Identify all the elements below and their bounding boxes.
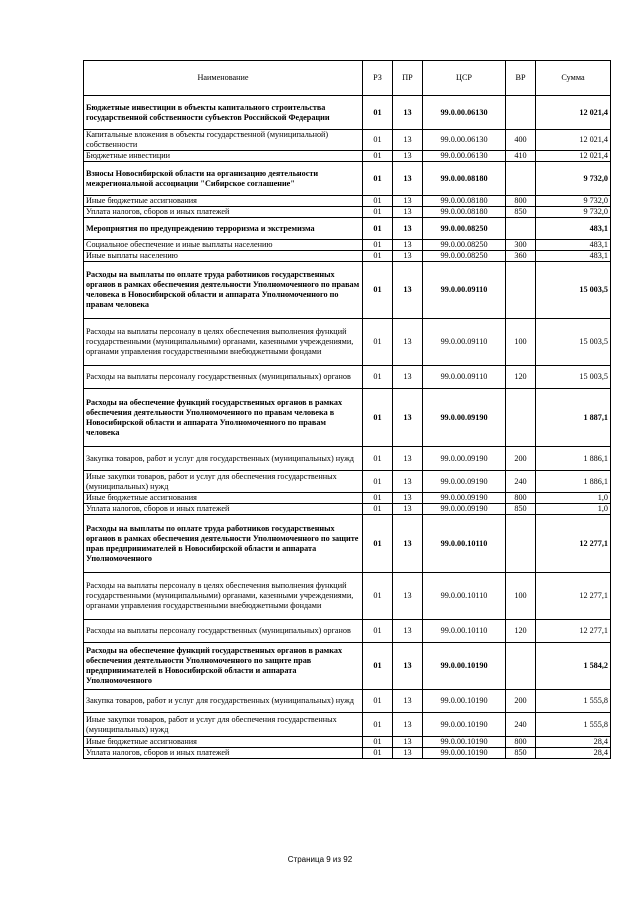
cell-vr: 850 [506, 207, 536, 218]
table-row [84, 690, 611, 713]
cell-pr: 13 [393, 447, 423, 471]
cell-name: Иные бюджетные ассигнования [84, 196, 363, 207]
cell-csr: 99.0.00.08250 [423, 251, 506, 262]
cell-sum: 1,0 [536, 504, 611, 515]
cell-rz: 01 [363, 690, 393, 713]
cell-vr: 410 [506, 151, 536, 162]
cell-sum: 9 732,0 [536, 162, 611, 196]
cell-csr: 99.0.00.10190 [423, 748, 506, 759]
cell-rz: 01 [363, 162, 393, 196]
table-row [84, 319, 611, 366]
cell-name: Расходы на обеспечение функций государственных органов в рамках обеспечения деятельности Уполномоченного по защите прав предпринимателей в Новосибирской области и аппарата Уполномоченного [84, 643, 363, 690]
column-header-sum: Сумма [536, 61, 611, 96]
cell-vr: 360 [506, 251, 536, 262]
cell-sum: 28,4 [536, 748, 611, 759]
cell-pr: 13 [393, 620, 423, 643]
table-row [84, 162, 611, 196]
cell-sum: 1 886,1 [536, 447, 611, 471]
table-row [84, 748, 611, 759]
cell-pr: 13 [393, 251, 423, 262]
cell-pr: 13 [393, 573, 423, 620]
cell-name: Расходы на выплаты по оплате труда работников государственных органов в рамках обеспечения деятельности Уполномоченного по правам человека в Новосибирской области и аппарата Уполномоченного по правам человека [84, 262, 363, 319]
cell-pr: 13 [393, 96, 423, 130]
cell-csr: 99.0.00.09110 [423, 319, 506, 366]
cell-sum: 15 003,5 [536, 319, 611, 366]
table-row [84, 130, 611, 151]
cell-pr: 13 [393, 643, 423, 690]
cell-vr [506, 643, 536, 690]
cell-sum: 483,1 [536, 251, 611, 262]
cell-rz: 01 [363, 319, 393, 366]
cell-rz: 01 [363, 447, 393, 471]
cell-name: Взносы Новосибирской области на организацию деятельности межрегиональной ассоциации "Сибирское соглашение" [84, 162, 363, 196]
cell-pr: 13 [393, 319, 423, 366]
cell-vr: 100 [506, 573, 536, 620]
table-row [84, 493, 611, 504]
cell-csr: 99.0.00.08250 [423, 218, 506, 240]
table-row [84, 573, 611, 620]
cell-name: Бюджетные инвестиции [84, 151, 363, 162]
cell-csr: 99.0.00.09110 [423, 262, 506, 319]
cell-name: Иные закупки товаров, работ и услуг для обеспечения государственных (муниципальных) нужд [84, 713, 363, 737]
cell-csr: 99.0.00.10190 [423, 690, 506, 713]
cell-rz: 01 [363, 96, 393, 130]
cell-sum: 12 277,1 [536, 620, 611, 643]
cell-pr: 13 [393, 493, 423, 504]
cell-rz: 01 [363, 151, 393, 162]
cell-name: Иные бюджетные ассигнования [84, 737, 363, 748]
cell-pr: 13 [393, 713, 423, 737]
cell-vr: 850 [506, 504, 536, 515]
cell-csr: 99.0.00.09190 [423, 389, 506, 447]
cell-name: Иные закупки товаров, работ и услуг для обеспечения государственных (муниципальных) нужд [84, 471, 363, 493]
cell-name: Мероприятия по предупреждению терроризма и экстремизма [84, 218, 363, 240]
cell-vr [506, 389, 536, 447]
cell-rz: 01 [363, 389, 393, 447]
table-row [84, 151, 611, 162]
cell-sum: 12 021,4 [536, 96, 611, 130]
cell-vr: 240 [506, 471, 536, 493]
cell-name: Расходы на обеспечение функций государственных органов в рамках обеспечения деятельности Уполномоченного по правам человека в Новосибирской области и аппарата Уполномоченного по правам человека [84, 389, 363, 447]
cell-rz: 01 [363, 366, 393, 389]
cell-sum: 28,4 [536, 737, 611, 748]
cell-name: Уплата налогов, сборов и иных платежей [84, 504, 363, 515]
table-row [84, 251, 611, 262]
cell-csr: 99.0.00.10110 [423, 620, 506, 643]
cell-rz: 01 [363, 573, 393, 620]
cell-name: Бюджетные инвестиции в объекты капитального строительства государственной собственности субъектов Российской Федерации [84, 96, 363, 130]
column-header-vr: ВР [506, 61, 536, 96]
cell-pr: 13 [393, 389, 423, 447]
cell-vr: 800 [506, 737, 536, 748]
cell-pr: 13 [393, 737, 423, 748]
cell-sum: 483,1 [536, 240, 611, 251]
page-number: Страница 9 из 92 [287, 855, 353, 864]
cell-csr: 99.0.00.09190 [423, 447, 506, 471]
cell-pr: 13 [393, 504, 423, 515]
cell-csr: 99.0.00.09110 [423, 366, 506, 389]
table-row [84, 620, 611, 643]
cell-name: Уплата налогов, сборов и иных платежей [84, 748, 363, 759]
table-row [84, 96, 611, 130]
cell-csr: 99.0.00.10190 [423, 737, 506, 748]
cell-rz: 01 [363, 643, 393, 690]
cell-name: Закупка товаров, работ и услуг для государственных (муниципальных) нужд [84, 447, 363, 471]
cell-csr: 99.0.00.10110 [423, 515, 506, 573]
cell-name: Уплата налогов, сборов и иных платежей [84, 207, 363, 218]
cell-csr: 99.0.00.09190 [423, 504, 506, 515]
cell-csr: 99.0.00.09190 [423, 471, 506, 493]
cell-name: Иные выплаты населению [84, 251, 363, 262]
cell-rz: 01 [363, 620, 393, 643]
table-row [84, 240, 611, 251]
table-row [84, 218, 611, 240]
cell-sum: 15 003,5 [536, 262, 611, 319]
cell-rz: 01 [363, 493, 393, 504]
cell-pr: 13 [393, 151, 423, 162]
cell-vr: 120 [506, 366, 536, 389]
cell-name: Расходы на выплаты персоналу в целях обеспечения выполнения функций государственными (муниципальными) органами, казенными учреждениями, органами управления государственными внебюджетными фондами [84, 319, 363, 366]
cell-sum: 9 732,0 [536, 207, 611, 218]
cell-sum: 15 003,5 [536, 366, 611, 389]
cell-sum: 12 021,4 [536, 151, 611, 162]
cell-vr: 200 [506, 690, 536, 713]
cell-csr: 99.0.00.06130 [423, 130, 506, 151]
budget-table [83, 60, 611, 759]
table-row [84, 389, 611, 447]
cell-pr: 13 [393, 196, 423, 207]
cell-rz: 01 [363, 218, 393, 240]
cell-sum: 1 886,1 [536, 471, 611, 493]
cell-csr: 99.0.00.10110 [423, 573, 506, 620]
cell-pr: 13 [393, 515, 423, 573]
column-header-name: Наименование [84, 61, 363, 96]
cell-sum: 483,1 [536, 218, 611, 240]
cell-csr: 99.0.00.10190 [423, 713, 506, 737]
table-row [84, 207, 611, 218]
cell-pr: 13 [393, 262, 423, 319]
cell-vr: 120 [506, 620, 536, 643]
table-row [84, 713, 611, 737]
table-row [84, 471, 611, 493]
cell-pr: 13 [393, 471, 423, 493]
cell-vr: 200 [506, 447, 536, 471]
cell-csr: 99.0.00.08180 [423, 207, 506, 218]
cell-sum: 9 732,0 [536, 196, 611, 207]
cell-name: Капитальные вложения в объекты государственной (муниципальной) собственности [84, 130, 363, 151]
table-row [84, 643, 611, 690]
cell-rz: 01 [363, 737, 393, 748]
cell-vr: 850 [506, 748, 536, 759]
column-header-pr: ПР [393, 61, 423, 96]
cell-rz: 01 [363, 515, 393, 573]
cell-sum: 1 555,8 [536, 713, 611, 737]
cell-sum: 1 555,8 [536, 690, 611, 713]
table-row [84, 515, 611, 573]
cell-name: Расходы на выплаты персоналу государственных (муниципальных) органов [84, 366, 363, 389]
cell-vr: 800 [506, 196, 536, 207]
cell-vr [506, 218, 536, 240]
cell-rz: 01 [363, 748, 393, 759]
cell-rz: 01 [363, 207, 393, 218]
cell-vr [506, 96, 536, 130]
cell-sum: 1 887,1 [536, 389, 611, 447]
cell-csr: 99.0.00.08180 [423, 162, 506, 196]
cell-sum: 12 277,1 [536, 573, 611, 620]
cell-pr: 13 [393, 162, 423, 196]
cell-pr: 13 [393, 748, 423, 759]
cell-pr: 13 [393, 690, 423, 713]
table-header-row [84, 61, 611, 96]
cell-pr: 13 [393, 240, 423, 251]
cell-vr: 240 [506, 713, 536, 737]
cell-vr: 400 [506, 130, 536, 151]
cell-vr: 100 [506, 319, 536, 366]
cell-vr: 300 [506, 240, 536, 251]
cell-pr: 13 [393, 130, 423, 151]
cell-pr: 13 [393, 207, 423, 218]
cell-rz: 01 [363, 504, 393, 515]
column-header-csr: ЦСР [423, 61, 506, 96]
cell-rz: 01 [363, 196, 393, 207]
table-row [84, 504, 611, 515]
table-row [84, 447, 611, 471]
cell-sum: 1 584,2 [536, 643, 611, 690]
cell-name: Иные бюджетные ассигнования [84, 493, 363, 504]
table-row [84, 262, 611, 319]
cell-pr: 13 [393, 366, 423, 389]
cell-csr: 99.0.00.08250 [423, 240, 506, 251]
cell-sum: 1,0 [536, 493, 611, 504]
cell-name: Расходы на выплаты персоналу в целях обеспечения выполнения функций государственными (муниципальными) органами, казенными учреждениями, органами управления государственными внебюджетными фондами [84, 573, 363, 620]
cell-pr: 13 [393, 218, 423, 240]
cell-csr: 99.0.00.09190 [423, 493, 506, 504]
cell-vr [506, 162, 536, 196]
cell-name: Расходы на выплаты персоналу государственных (муниципальных) органов [84, 620, 363, 643]
cell-rz: 01 [363, 713, 393, 737]
cell-vr [506, 515, 536, 573]
cell-sum: 12 021,4 [536, 130, 611, 151]
table-row [84, 196, 611, 207]
cell-rz: 01 [363, 130, 393, 151]
cell-rz: 01 [363, 240, 393, 251]
cell-name: Расходы на выплаты по оплате труда работников государственных органов в рамках обеспечения деятельности Уполномоченного по защите прав предпринимателей в Новосибирской области и аппарата Уполномоченного [84, 515, 363, 573]
cell-csr: 99.0.00.10190 [423, 643, 506, 690]
cell-rz: 01 [363, 471, 393, 493]
cell-csr: 99.0.00.06130 [423, 96, 506, 130]
column-header-rz: РЗ [363, 61, 393, 96]
cell-vr: 800 [506, 493, 536, 504]
cell-name: Закупка товаров, работ и услуг для государственных (муниципальных) нужд [84, 690, 363, 713]
cell-rz: 01 [363, 251, 393, 262]
cell-csr: 99.0.00.08180 [423, 196, 506, 207]
cell-csr: 99.0.00.06130 [423, 151, 506, 162]
cell-rz: 01 [363, 262, 393, 319]
cell-name: Социальное обеспечение и иные выплаты населению [84, 240, 363, 251]
cell-vr [506, 262, 536, 319]
table-row [84, 366, 611, 389]
cell-sum: 12 277,1 [536, 515, 611, 573]
table-row [84, 737, 611, 748]
